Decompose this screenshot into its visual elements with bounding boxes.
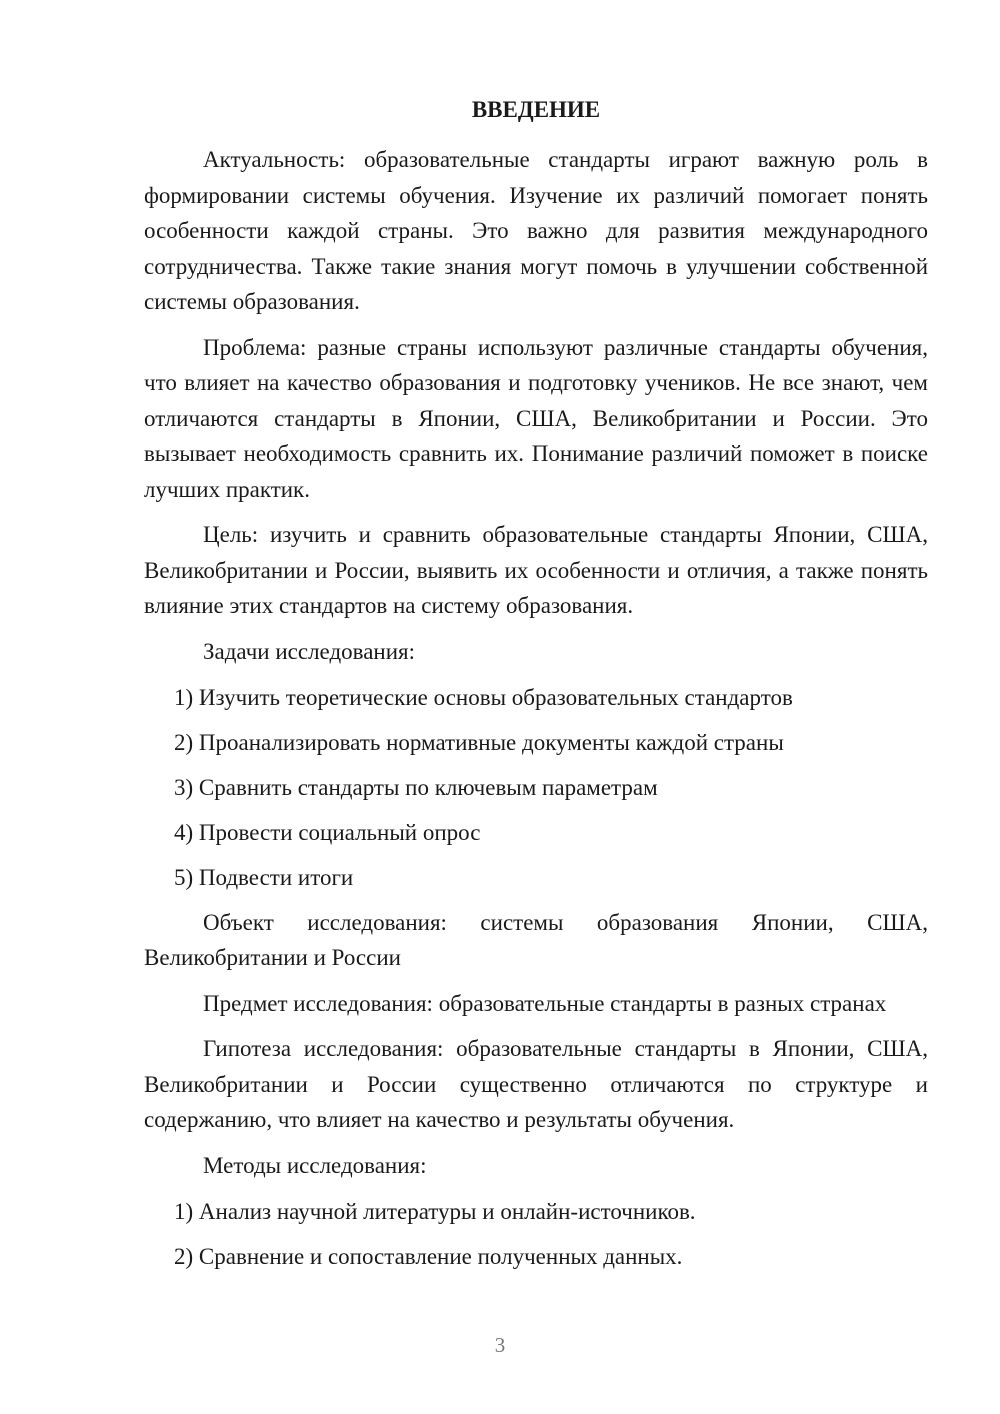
document-page (144, 92, 928, 1284)
goal-paragraph: Цель: изучить и сравнить образовательные стандарты Японии, США, Великобритании и России, выявить их особенности и отличия, а также понять влияние этих стандартов на систему образования. (144, 522, 928, 618)
problem-paragraph: Проблема: разные страны используют различные стандарты обучения, что влияет на качество образования и подготовку учеников. Не все знают, чем отличаются стандарты в Японии, США, Великобритании и России. Это вызывает необходимость сравнить их. Понимание различий поможет в поиске лучших практик. (144, 334, 928, 502)
subject-paragraph: Предмет исследования: образовательные стандарты в разных странах (203, 990, 887, 1016)
tasks-heading: Задачи исследования: (203, 638, 416, 664)
methods-heading: Методы исследования: (203, 1152, 427, 1178)
task-item: 5) Подвести итоги (174, 864, 354, 890)
tasks-list (144, 680, 928, 896)
hypothesis-paragraph: Гипотеза исследования: образовательные стандарты в Японии, США, Великобритании и России существенно отличаются по структуре и содержанию, что влияет на качество и результаты обучения. (144, 1036, 928, 1132)
task-item: 3) Сравнить стандарты по ключевым параметрам (174, 774, 658, 800)
method-item: 1) Анализ научной литературы и онлайн-источников. (174, 1198, 696, 1224)
method-item: 2) Сравнение и сопоставление полученных данных. (174, 1243, 683, 1269)
task-item: 4) Провести социальный опрос (174, 819, 481, 845)
methods-list (144, 1194, 928, 1275)
page-title: ВВЕДЕНИЕ (471, 97, 601, 122)
task-item: 2) Проанализировать нормативные документы каждой страны (174, 729, 784, 755)
page-number: 3 (494, 1333, 506, 1357)
task-item: 1) Изучить теоретические основы образовательных стандартов (174, 684, 793, 710)
object-paragraph: Объект исследования: системы образования Японии, США, Великобритании и России (144, 909, 928, 970)
relevance-paragraph: Актуальность: образовательные стандарты играют важную роль в формировании системы обучения. Изучение их различий помогает понять особенности каждой страны. Это важно для развития международного сотрудничества. Также такие знания могут помочь в улучшении собственной системы образования. (144, 147, 928, 314)
